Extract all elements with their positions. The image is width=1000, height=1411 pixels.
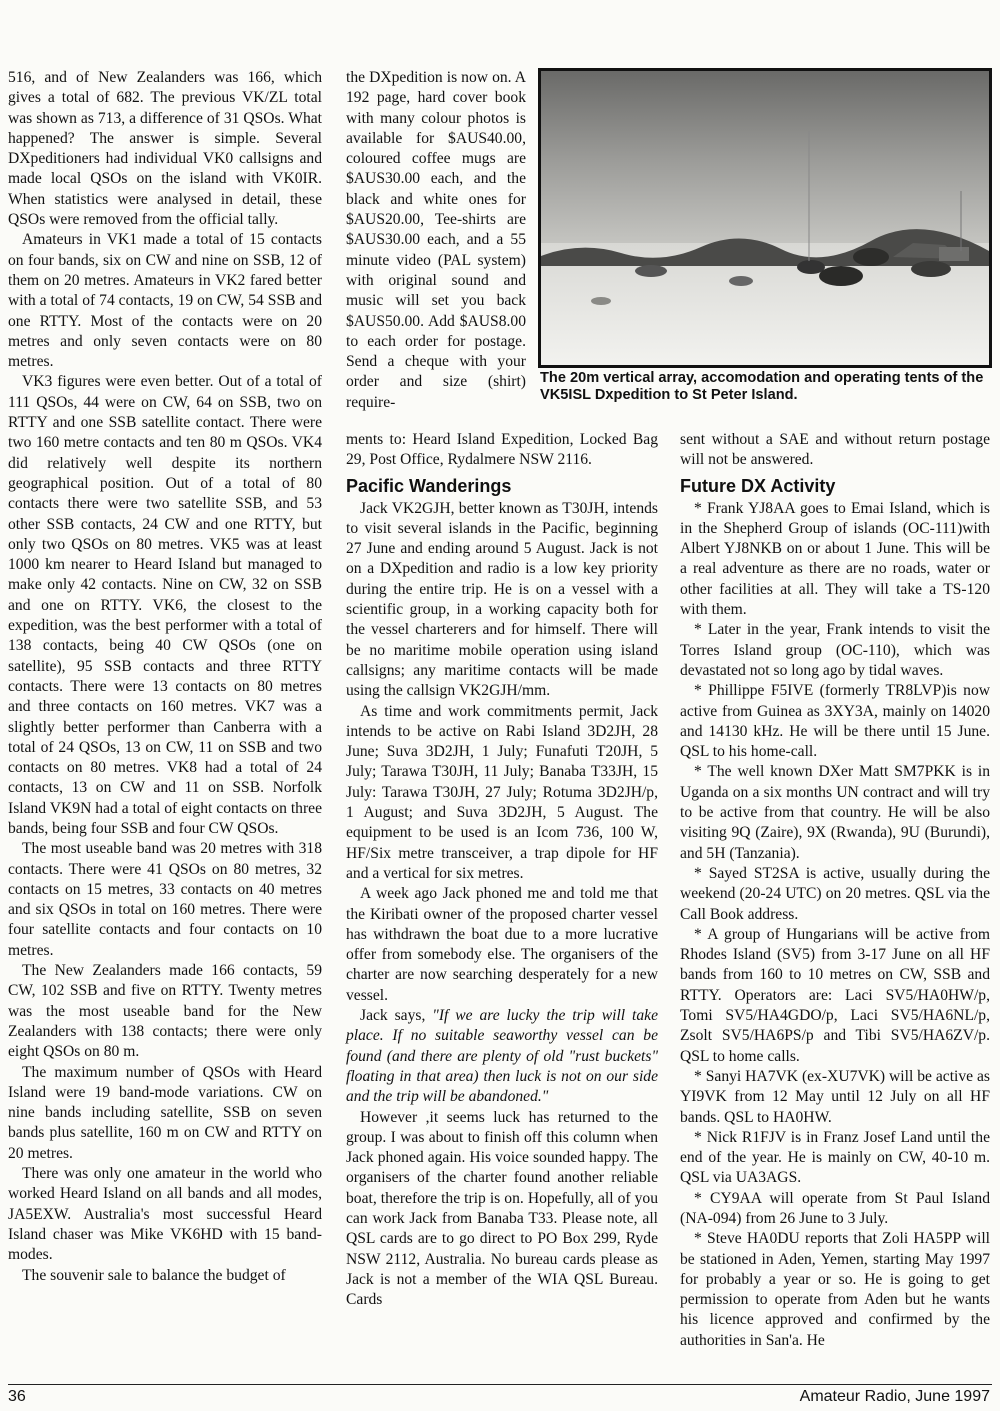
paragraph: [346, 1006, 658, 1107]
list-item: * Later in the year, Frank intends to visit the Torres Island group (OC-110), which was devastated not so long ago by tidal waves.: [680, 621, 990, 679]
section-heading-pacific-wanderings: Pacific Wanderings: [346, 475, 512, 496]
paragraph: the DXpedition is now on. A 192 page, hard cover book with many colour photos is available for $AUS40.00, coloured coffee mugs are $AUS30.00 each, and the black and white ones for $AUS20.00, Tee-shirts are $AUS30.00 each, and a 55 minute video (PAL system) with original sound and music will set you back $AUS50.00. Add $AUS8.00 to each order for postage. Send a cheque with your order and size (shirt) require-: [346, 69, 526, 411]
paragraph: ments to: Heard Island Expedition, Locked Bag 29, Post Office, Rydalmere NSW 2116.: [346, 431, 658, 469]
paragraph: As time and work commitments permit, Jack intends to be active on Rabi Island 3D2JH, 28 June; Suva 3D2JH, 1 July; Funafuti T20JH, 5 July; Tarawa T30JH, 11 July; Banaba T33JH, 15 July: Tarawa T30JH, 27 July; Rotuma 3D2JH/p, 1 August; and Suva 3D2JH, 5 August. The equipment to be used is an Icom 736, 100 W, HF/Six metre transceiver, a trap dipole for HF and a vertical for six metres.: [346, 702, 658, 882]
paragraph: sent without a SAE and without return postage will not be answered.: [680, 431, 990, 469]
article-column-2-upper: [346, 68, 526, 413]
list-item: * Sanyi HA7VK (ex-XU7VK) will be active as YI9VK from 12 May until 12 July on all HF bands. QSL to HA0HW.: [680, 1067, 990, 1126]
paragraph: 516, and of New Zealanders was 166, which gives a total of 682. The previous VK/ZL total was shown as 713, a difference of 31 QSOs. What happened? The answer is simple. Several DXpeditioners had individual VK0 callsigns and made local QSOs on the island with VK0IR. When statistics were analysed in detail, these QSOs were removed from the official tally.: [8, 69, 322, 229]
expedition-photo: [538, 68, 992, 368]
publication-title: Amateur Radio, June 1997: [799, 1388, 990, 1405]
paragraph-lead: Jack says,: [360, 1007, 433, 1025]
paragraph: The maximum number of QSOs with Heard Island were 19 band-mode variations. CW on nine bands including satellite, SSB on seven bands plus satellite, 160 m on CW and RTTY on 20 metres.: [8, 1063, 322, 1162]
paragraph: A week ago Jack phoned me and told me that the Kiribati owner of the proposed charter vessel has withdrawn the boat due to a more lucrative offer from somebody else. The organisers of the charter are now searching desperately for a new vessel.: [346, 885, 658, 1004]
list-item: * Sayed ST2SA is active, usually during the weekend (20-24 UTC) on 20 metres. QSL via the Call Book address.: [680, 864, 990, 923]
list-item: * Phillippe F5IVE (formerly TR8LVP)is now active from Guinea as 3XY3A, mainly on 14020 and 14130 kHz. He will be there until 15 June. QSL to his home-call.: [680, 682, 990, 761]
article-column-2-lower: [346, 430, 658, 1310]
list-item: * A group of Hungarians will be active from Rhodes Island (SV5) from 3-17 June on all HF bands from 160 to 10 metres on CW, SSB and RTTY. Operators are: Laci SV5/HA0HW/p, Tomi SV5/HA4GDO/p, Laci SV5/HA6NL/p, Zsolt SV5/HA6PS/p and Tibi SV5/HA6ZV/p. QSL to home calls.: [680, 925, 990, 1065]
list-item: * CY9AA will operate from St Paul Island (NA-094) from 26 June to 3 July.: [680, 1189, 990, 1227]
list-item: * The well known DXer Matt SM7PKK is in Uganda on a six months UN contract and will try to be active from that country. He will be also visiting 9Q (Zaire), 9X (Rwanda), 9U (Burundi), and 5H (Tanzania).: [680, 763, 990, 862]
page-number: 36: [8, 1388, 26, 1405]
paragraph: However ,it seems luck has returned to the group. I was about to finish off this column when Jack phoned again. His voice sounded happy. The organisers of the charter found another reliable boat, therefore the trip is on. Hopefully, all of you can work Jack from Banaba T33. Please note, all QSL cards are to go direct to PO Box 299, Ryde NSW 2112, Australia. No bureau cards please as Jack is not a member of the WIA QSL Bureau. Cards: [346, 1108, 658, 1309]
footer-divider: [8, 1384, 992, 1385]
paragraph: The most useable band was 20 metres with 318 contacts. There were 41 QSOs on 80 metres, 32 contacts on 15 metres, 33 contacts on 40 metres and six QSOs in total on 160 metres. There were four satellite contacts and four contacts on 10 metres.: [8, 840, 322, 959]
paragraph: There was only one amateur in the world who worked Heard Island on all bands and all modes, JA5EXW. Australia's most successful Heard Island chaser was Mike VK6HD with 15 band-modes.: [8, 1165, 322, 1264]
paragraph: Jack VK2GJH, better known as T30JH, intends to visit several islands in the Pacific, beginning 27 June and ending around 5 August. Jack is not on a DXpedition and radio is a low key priority during the entire trip. He is on a vessel with a scientific group, in a working capacity both for the vessel charterers and for himself. There will be no maritime mobile operation using island callsigns; any maritime contacts will be made using the callsign VK2GJH/mm.: [346, 499, 658, 700]
article-column-3: [680, 430, 990, 1351]
paragraph: The souvenir sale to balance the budget of: [22, 1266, 286, 1284]
island-camp-photo-icon: [541, 71, 989, 365]
list-item: * Steve HA0DU reports that Zoli HA5PP will be stationed in Aden, Yemen, starting May 1997 for probably a year or so. He is going to get permission to operate from Aden but he wants his licence approved and confirmed by the authorities in San'a. He: [680, 1230, 990, 1349]
quote: "If we are lucky the trip will take place. If no suitable seaworthy vessel can be found (and there are plenty of old "rust buckets" floating in that area) then luck is not on our side and the trip will be abandoned.": [346, 1007, 658, 1106]
section-heading-future-dx-activity: Future DX Activity: [680, 475, 836, 496]
list-item: * Frank YJ8AA goes to Emai Island, which is in the Shepherd Group of islands (OC-111)with Albert YJ8NKB on or about 1 June. This will be a real adventure as there are no roads, water or other facilities at all. They will take a TS-120 with them.: [680, 499, 990, 619]
paragraph: Amateurs in VK1 made a total of 15 contacts on four bands, six on CW and nine on SSB, 12 of them on 20 metres. Amateurs in VK2 fared better with a total of 74 contacts, 19 on CW, 54 SSB and one RTTY. Most of the contacts were on 20 metres and only seven contacts were on 80 metres.: [8, 231, 322, 371]
article-column-1: [8, 68, 322, 1286]
list-item: * Nick R1FJV is in Franz Josef Land until the end of the year. He is mainly on CW, 40-10 m. QSL via UA3AGS.: [680, 1128, 990, 1187]
photo-caption: The 20m vertical array, accomodation and operating tents of the VK5ISL Dxpedition to St Peter Island.: [540, 370, 984, 403]
paragraph: VK3 figures were even better. Out of a total of 111 QSOs, 44 were on CW, 64 on SSB, two on RTTY and one SSB satellite contact. There were two 160 metre contacts and ten 80 m QSOs. VK4 did relatively well despite its northern geographical position. Out of a total of 80 contacts there were two satellite SSB, and 53 other SSB contacts, 24 CW and one RTTY, but only two QSOs on 80 metres. VK5 was at least 1000 km nearer to Heard Island but managed to make only 42 contacts. Nine on CW, 32 on SSB and one on RTTY. VK6, the closest to the expedition, was the best performer with a total of 138 contacts, being 40 CW QSOs (one on satellite), 95 SSB contacts and three RTTY contacts. There were 13 contacts on 80 metres and three contacts on 160 metres. VK7 was a slightly better performer than Canberra with a total of 24 QSOs, 13 on CW, 11 on SSB and two contacts on 80 metres. VK8 had a total of 24 contacts, 13 on CW and 11 on SSB. Norfolk Island VK9N had a total of eight contacts on three bands, being four SSB and four CW QSOs.: [8, 373, 322, 837]
paragraph: The New Zealanders made 166 contacts, 59 CW, 102 SSB and five on RTTY. Twenty metres was the most useable band for the New Zealanders with 138 contacts; there were only eight QSOs on 80 m.: [8, 962, 322, 1061]
